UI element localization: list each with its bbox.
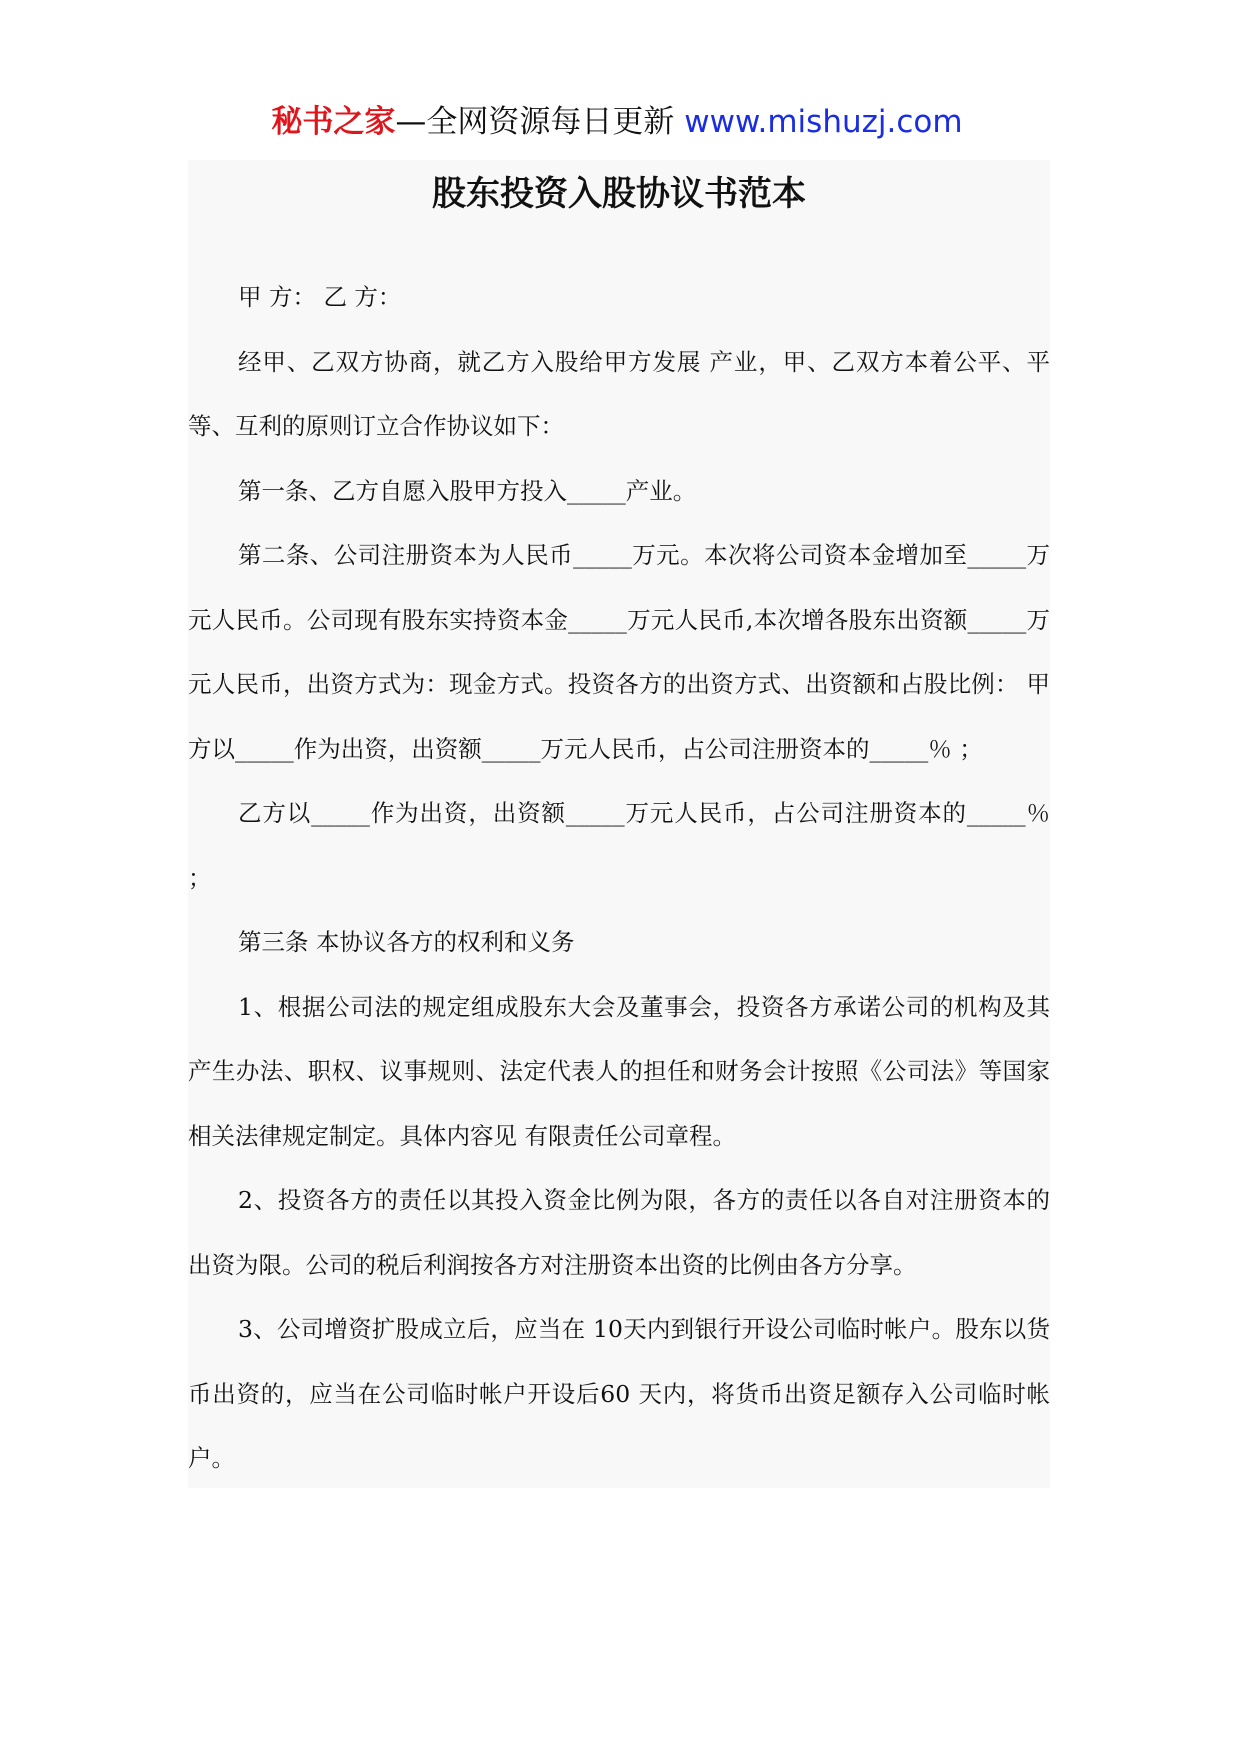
site-brand: 秘书之家 <box>271 104 396 140</box>
site-url[interactable]: www.mishuzj.com <box>684 104 963 140</box>
article-3-heading: 第三条 本协议各方的权利和义务 <box>238 928 575 956</box>
preamble-paragraph: 经甲、乙双方协商，就乙方入股给甲方发展 产业，甲、乙双方本着公平、平等、互利的原则订立合作协议如下： <box>188 347 1050 440</box>
article-2-paragraph: 第二条、公司注册资本为人民币_____万元。本次将公司资本金增加至_____万元人民币。公司现有股东实持资本金_____万元人民币,本次增各股东出资额_____万元人民币，出资方式为：现金方式。投资各方的出资方式、出资额和占股比例： 甲方以_____作为出资，出资额_____万元人民币，占公司注册资本的_____％ ； <box>188 541 1050 763</box>
article-3-item-3: 3、公司增资扩股成立后，应当在 10天内到银行开设公司临时帐户。股东以货币出资的，应当在公司临时帐户开设后60 天内，将货币出资足额存入公司临时帐户。 <box>188 1315 1050 1472</box>
site-tagline: —全网资源每日更新 <box>395 104 675 140</box>
party-b-contribution-paragraph: 乙方以_____作为出资，出资额_____万元人民币，占公司注册资本的_____％ ； <box>188 799 1050 892</box>
site-banner <box>0 98 1234 146</box>
document-title: 股东投资入股协议书范本 <box>432 174 806 214</box>
article-3-item-1: 1、根据公司法的规定组成股东大会及董事会，投资各方承诺公司的机构及其产生办法、职权、议事规则、法定代表人的担任和财务会计按照《公司法》等国家相关法律规定制定。具体内容见 有限责任公司章程。 <box>188 992 1050 1150</box>
article-3-item-2: 2、投资各方的责任以其投入资金比例为限，各方的责任以各自对注册资本的出资为限。公司的税后利润按各方对注册资本出资的比例由各方分享。 <box>188 1186 1050 1279</box>
article-1-paragraph: 第一条、乙方自愿入股甲方投入_____产业。 <box>238 476 697 505</box>
party-line: 甲 方： 乙 方： <box>238 283 402 311</box>
document-body <box>188 265 1050 1491</box>
